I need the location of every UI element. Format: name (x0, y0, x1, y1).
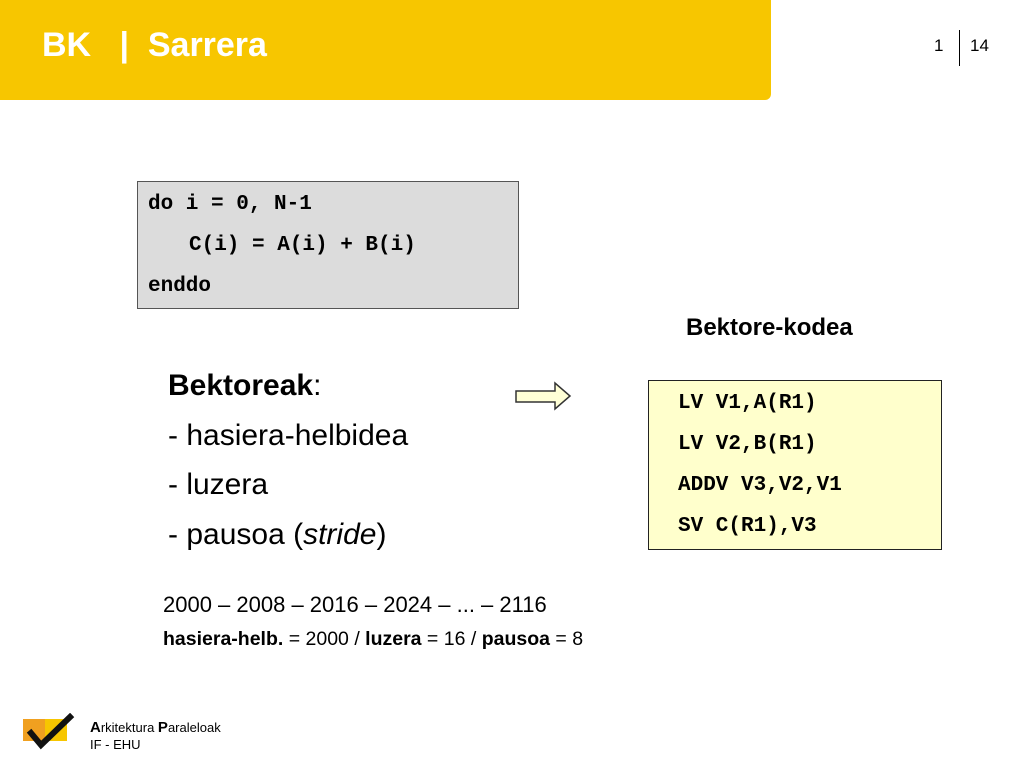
start-label: hasiera-helb. (163, 628, 284, 650)
list-item (168, 510, 408, 560)
footer-p-rest: araleloak (167, 720, 221, 735)
length-value: = 16 / (421, 628, 482, 650)
slide-title: BK | Sarrera (42, 26, 267, 64)
page-current: 1 (934, 36, 944, 55)
address-sequence: 2000 – 2008 – 2016 – 2024 – ... – 2116 (163, 592, 547, 617)
stride-word: stride (303, 517, 377, 551)
start-value: = 2000 / (283, 628, 366, 650)
right-arrow-icon (515, 381, 573, 413)
code-line: LV V2,B(R1) (678, 433, 817, 456)
vector-code-box (648, 380, 942, 550)
stride-suffix: ) (376, 517, 387, 551)
code-line: ADDV V3,V2,V1 (678, 474, 842, 497)
vector-properties-list (168, 361, 408, 559)
code-line: do i = 0, N-1 (148, 193, 312, 216)
code-line: enddo (148, 275, 212, 298)
vector-code-heading: Bektore-kodea (686, 314, 853, 341)
page-divider (959, 30, 960, 66)
vector-properties-title (168, 361, 408, 411)
list-item: - hasiera-helbidea (168, 418, 409, 452)
stride-value: = 8 (549, 628, 584, 650)
list-item: - luzera (168, 468, 269, 501)
code-line: SV C(R1),V3 (678, 515, 817, 538)
footer-line-2: IF - EHU (90, 737, 141, 752)
footer-p-initial: P (157, 719, 168, 736)
footer-a-rest: rkitektura (100, 720, 158, 735)
page-total: 14 (970, 36, 989, 55)
stride-label: pausoa (481, 628, 550, 650)
vectors-colon: : (313, 369, 322, 402)
code-line: C(i) = A(i) + B(i) (189, 234, 416, 257)
loop-code-box (137, 181, 519, 309)
length-label: luzera (365, 628, 422, 650)
checkmark-logo-icon (23, 713, 77, 753)
stride-prefix: - pausoa ( (168, 517, 304, 551)
vector-parameters (163, 628, 583, 651)
footer-text (90, 719, 221, 753)
footer-a-initial: A (90, 719, 101, 736)
footer-line-1 (90, 719, 221, 736)
vectors-heading: Bektoreak (168, 369, 314, 402)
code-line: LV V1,A(R1) (678, 392, 817, 415)
